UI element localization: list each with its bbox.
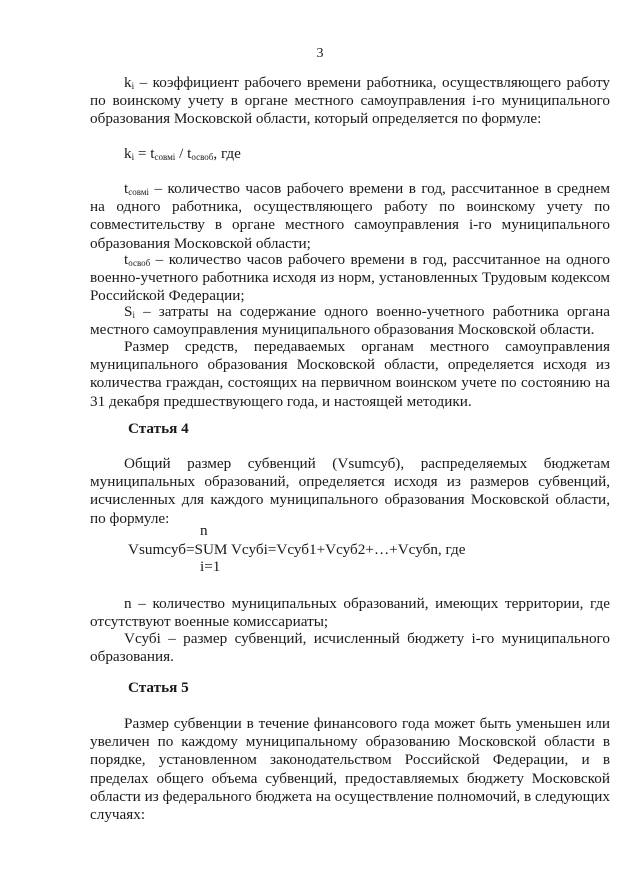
vsubi-definition-paragraph: Vсубi – размер субвенций, исчисленный бюджету i-го муниципального образования.: [90, 630, 610, 666]
article-5-paragraph: Размер субвенции в течение финансового года может быть уменьшен или увеличен по каждому муниципальному образованию Московской области в порядке, установленном законодательством Российской Федерации, и в пределах общего объема субвенций, предоставляемых бюджету Московской области из федерального бюджета на осуществление полномочий, в следующих случаях:: [90, 715, 610, 824]
funds-size-paragraph: Размер средств, передаваемых органам местного самоуправления муниципального образования Московской области, определяется исходя из количества граждан, состоящих на первичном воинском учете по состоянию на 31 декабря предшествующего года, и настоящей методики.: [90, 338, 610, 410]
ki-symbol: k: [124, 74, 132, 91]
tosvob-definition-paragraph: $t_{освоб}$ – количество часов рабочего времени в год, рассчитанное на одного военно-учетного работника исходя из норм, установленных Трудовым кодексом Российской Федерации;: [90, 251, 610, 305]
ki-definition-text: – коэффициент рабочего времени работника, осуществляющего работу по воинскому учету в органе местного самоуправления i-го муниципального образования Московской области, который определяется по формуле:: [90, 74, 610, 128]
sum-formula-upper-limit: n: [200, 522, 208, 539]
ki-formula: $k_i = t_{совмi} / t_{освоб}$, где: [124, 145, 241, 162]
sum-formula-lower-limit: i=1: [200, 558, 221, 575]
n-definition-paragraph: n – количество муниципальных образований, имеющих территории, где отсутствуют военные комиссариаты;: [90, 595, 610, 631]
sum-formula: Vsumсуб=SUM Vсубi=Vсуб1+Vсуб2+…+Vсубn, где: [128, 541, 466, 558]
tsovm-definition-paragraph: $t_{совмi}$ – количество часов рабочего времени в год, рассчитанное в среднем на одного работника, осуществляющего работу по воинскому учету по совместительству в органе местного самоуправления i-го муниципального образования Московской области;: [90, 180, 610, 252]
article-4-heading: Статья 4: [128, 420, 189, 437]
page-number: 3: [316, 46, 324, 61]
ki-definition-paragraph: $k_i$ – коэффициент рабочего времени работника, осуществляющего работу по воинскому учету в органе местного самоуправления i-го муниципального образования Московской области, который определяется по формуле:: [90, 74, 610, 128]
total-subvention-paragraph: Общий размер субвенций (Vsumсуб), распределяемых бюджетам муниципальных образований, определяется исходя из размеров субвенций, исчисленных для каждого муниципального образования Московской области, по формуле:: [90, 455, 610, 527]
si-definition-paragraph: $S_i$ – затраты на содержание одного военно-учетного работника органа местного самоуправления муниципального образования Московской области.: [90, 303, 610, 339]
article-5-heading: Статья 5: [128, 679, 189, 696]
